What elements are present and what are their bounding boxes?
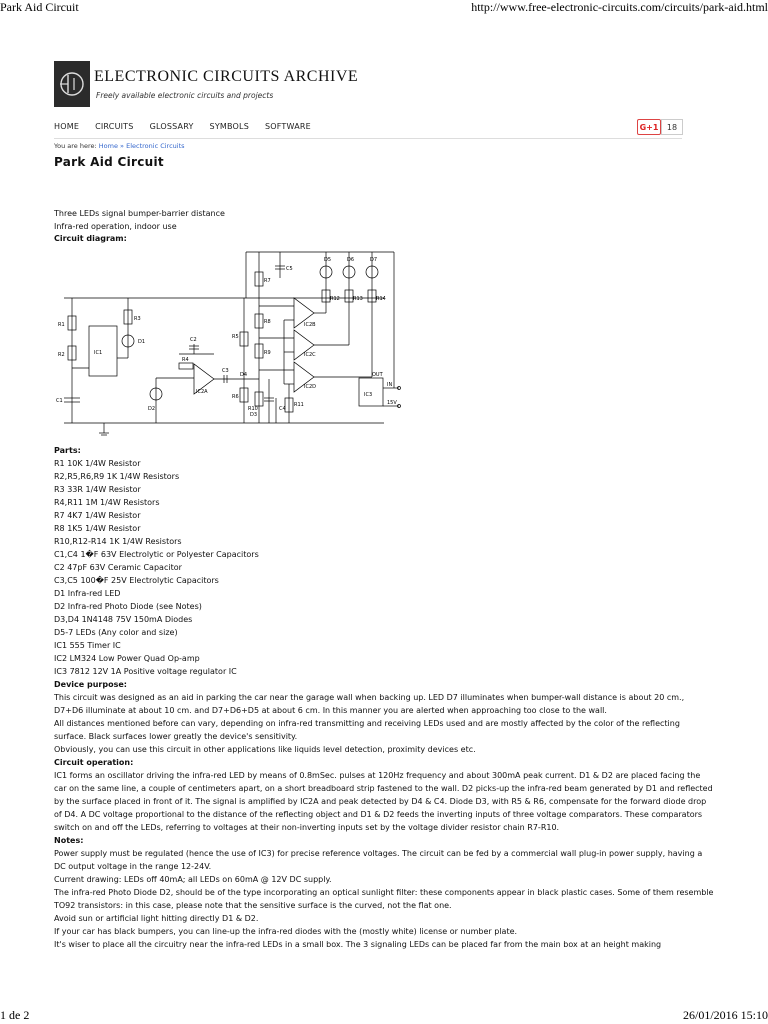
part-item: IC2 LM324 Low Power Quad Op-amp [54,654,200,663]
part-item: IC1 555 Timer IC [54,641,121,650]
nav-home[interactable]: HOME [54,122,80,131]
google-plus-button[interactable]: G+1 [637,119,661,135]
part-item: D2 Infra-red Photo Diode (see Notes) [54,602,202,611]
print-footer-datetime: 26/01/2016 15:10 [682,1008,768,1022]
label-c2: C2 [190,337,197,343]
parts-list [54,444,259,678]
part-item: IC3 7812 12V 1A Positive voltage regulator IC [54,667,237,676]
label-r6: R6 [232,394,239,400]
part-item: R2,R5,R6,R9 1K 1/4W Resistors [54,472,180,481]
part-item: D5-7 LEDs (Any color and size) [54,628,178,637]
circuit-diagram-heading: Circuit diagram: [54,234,127,243]
label-r2: R2 [58,352,65,358]
label-ic2a: IC2A [196,389,208,395]
notes-paragraph-6: It's wiser to place all the circuitry near the infra-red LEDs in a small box. The 3 signaling LEDs can be placed far from the main box at an height making [54,940,662,949]
label-c4: C4 [279,406,286,412]
label-d7: D7 [370,257,378,263]
intro-line-1: Three LEDs signal bumper-barrier distance [54,209,225,218]
notes-paragraph-4: Avoid sun or artificial light hitting directly D1 & D2. [54,914,259,923]
part-item: C2 47pF 63V Ceramic Capacitor [54,563,182,572]
part-item: R1 10K 1/4W Resistor [54,459,141,468]
part-item: R3 33R 1/4W Resistor [54,485,141,494]
breadcrumb-prefix: You are here: [54,142,97,150]
notes-heading: Notes: [54,836,84,845]
label-d4: D4 [240,372,248,378]
part-item: C3,C5 100�F 25V Electrolytic Capacitors [54,576,219,585]
breadcrumb-current[interactable]: Electronic Circuits [126,142,185,150]
part-item: D3,D4 1N4148 75V 150mA Diodes [54,615,193,624]
notes-paragraph-1: Power supply must be regulated (hence the use of IC3) for precise reference voltages. The circuit can be fed by a commercial wall plug-in power supply, having a DC output voltage in the range 12-24V. [54,849,703,871]
part-item: R4,R11 1M 1/4W Resistors [54,498,160,507]
label-c3: C3 [222,368,229,374]
site-title[interactable]: ELECTRONIC CIRCUITS ARCHIVE [94,68,359,85]
parts-heading: Parts: [54,446,81,455]
print-footer-page: 1 de 2 [0,1008,30,1022]
label-out: OUT [372,372,383,378]
breadcrumb-sep: » [120,142,125,150]
label-d1: D1 [138,339,146,345]
label-d2: D2 [148,406,156,412]
notes-paragraph-3: The infra-red Photo Diode D2, should be of the type incorporating an optical sunlight filter: these components appear in black plastic cases. Some of them resemble TO92 transistors: in this case, please note that the sensitive surface is the curved, not the flat one. [54,888,714,910]
nav-software[interactable]: SOFTWARE [265,122,311,131]
part-item: R8 1K5 1/4W Resistor [54,524,141,533]
label-r5: R5 [232,334,239,340]
label-d3: D3 [250,412,258,418]
nav-divider [54,138,682,139]
label-r8: R8 [264,319,271,325]
circuit-diagram [54,248,406,438]
part-item: C1,C4 1�F 63V Electrolytic or Polyester Capacitors [54,550,259,559]
purpose-paragraph-2: All distances mentioned before can vary, depending on infra-red transmitting and receiving LEDs used and are mostly affected by the color of the reflecting surface. Black surfaces lower greatly the device's sensitivity. [54,719,680,741]
print-header-url: http://www.free-electronic-circuits.com/circuits/park-aid.html [471,0,768,14]
logo-mark-icon [54,61,90,107]
purpose-paragraph-1: This circuit was designed as an aid in parking the car near the garage wall when backing up. LED D7 illuminates when bumper-wall distance is about 20 cm., D7+D6 illuminate at about 10 cm. and D7+D6+D5 at about 6 cm. In this manner you are alerted when approaching too close to the wall. [54,693,685,715]
label-r11: R11 [294,402,304,408]
label-r14: R14 [376,296,386,302]
notes-paragraph-5: If your car has black bumpers, you can line-up the infra-red diodes with the (mostly white) license or number plate. [54,927,518,936]
label-r1: R1 [58,322,65,328]
part-item: R7 4K7 1/4W Resistor [54,511,141,520]
label-d6: D6 [347,257,355,263]
label-r3: R3 [134,316,141,322]
nav-glossary[interactable]: GLOSSARY [149,122,194,131]
page-title: Park Aid Circuit [54,155,164,169]
label-ic2c: IC2C [304,352,316,358]
intro-block [54,208,225,246]
google-plus-count: 18 [661,119,683,135]
label-r13: R13 [353,296,363,302]
part-item: R10,R12-R14 1K 1/4W Resistors [54,537,182,546]
label-d5: D5 [324,257,332,263]
label-r7: R7 [264,278,271,284]
label-c5: C5 [286,266,293,272]
purpose-paragraph-3: Obviously, you can use this circuit in other applications like liquids level detection, proximity devices etc. [54,745,476,754]
operation-paragraph-1: IC1 forms an oscillator driving the infra-red LED by means of 0.8mSec. pulses at 120Hz frequency and about 300mA peak current. D1 & D2 are placed facing the car on the same line, a couple of centimeters apart, on a short breadboard strip fastened to the wall. D2 picks-up the infra-red beam generated by D1 and reflected by the surface placed in front of it. The signal is amplified by IC2A and peak detected by D4 & C4. Diode D3, with R5 & R6, compensate for the forward diode drop of D4. A DC voltage proportional to the distance of the reflecting object and D1 & D2 feeds the inverting inputs of three voltage comparators. These comparators switch on and off the LEDs, referring to voltages at their non-inverting inputs set by the voltage divider resistor chain R7-R10. [54,771,713,832]
label-in: IN [387,382,393,388]
label-ic1: IC1 [94,350,103,356]
label-ic2d: IC2D [304,384,316,390]
label-r4: R4 [182,357,189,363]
nav-symbols[interactable]: SYMBOLS [209,122,249,131]
purpose-heading: Device purpose: [54,680,127,689]
site-logo[interactable] [54,61,90,107]
intro-line-2: Infra-red operation, indoor use [54,221,177,231]
nav-circuits[interactable]: CIRCUITS [95,122,134,131]
label-r10: R10 [248,406,258,412]
article-body [54,678,714,951]
main-nav [54,122,327,131]
breadcrumb [54,142,185,150]
label-ic3: IC3 [364,392,373,398]
label-r9: R9 [264,350,271,356]
site-tagline: Freely available electronic circuits and projects [96,91,274,100]
print-header-title: Park Aid Circuit [0,0,79,14]
notes-paragraph-2: Current drawing: LEDs off 40mA; all LEDs on 60mA @ 12V DC supply. [54,875,332,884]
label-r12: R12 [330,296,340,302]
label-c1: C1 [56,398,63,404]
operation-heading: Circuit operation: [54,758,134,767]
label-ic2b: IC2B [304,322,316,328]
part-item: D1 Infra-red LED [54,589,121,598]
breadcrumb-home[interactable]: Home [98,142,118,150]
label-15v: 15V [387,400,397,406]
